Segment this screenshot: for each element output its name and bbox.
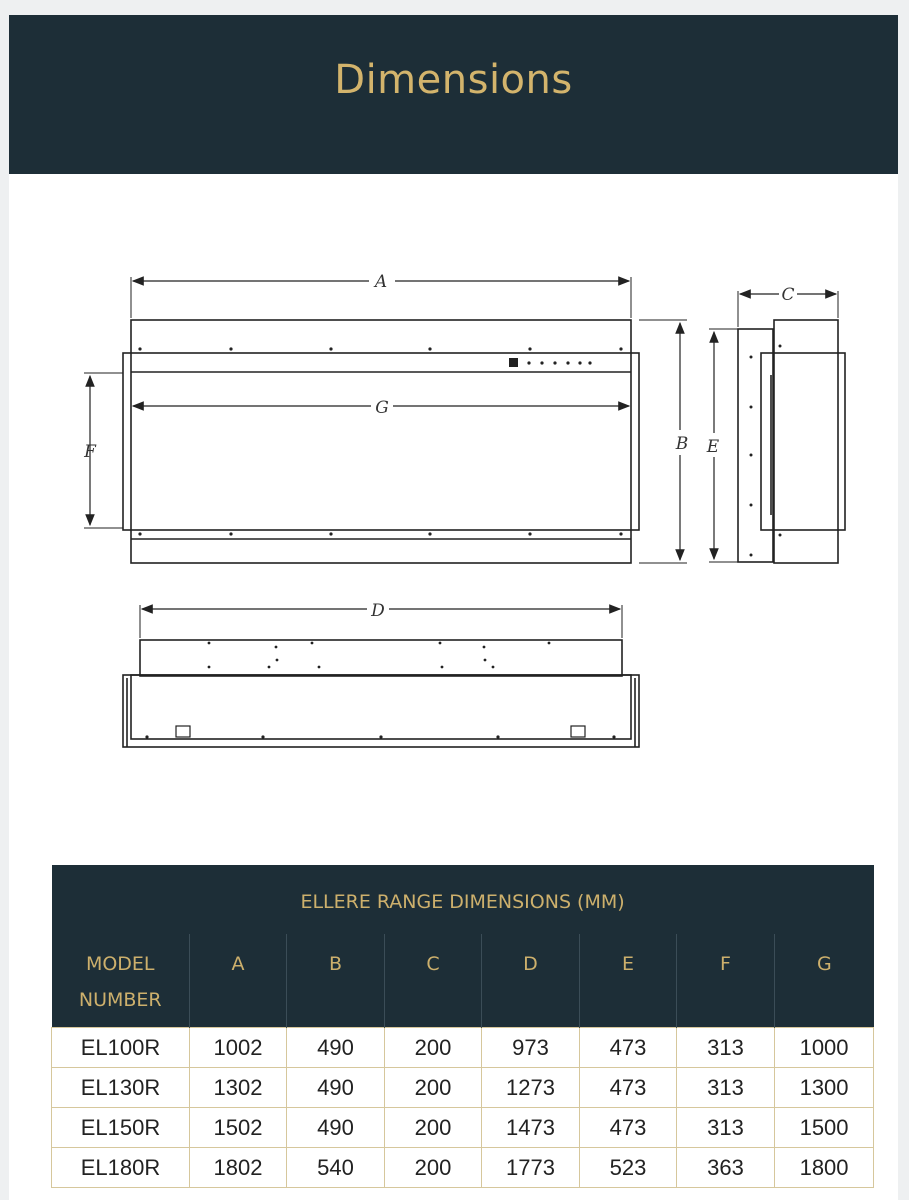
cell-c: 200 xyxy=(385,1028,482,1068)
column-header-e: E xyxy=(580,934,677,1028)
table-header-row xyxy=(52,934,874,1028)
cell-g: 1500 xyxy=(775,1108,874,1148)
cell-d: 1473 xyxy=(482,1108,580,1148)
cell-g: 1300 xyxy=(775,1068,874,1108)
cell-f: 363 xyxy=(677,1148,775,1188)
dimensions-table xyxy=(51,865,874,1188)
technical-drawing xyxy=(9,15,898,845)
column-header-b: B xyxy=(287,934,385,1028)
column-header-model: MODEL NUMBER xyxy=(52,934,190,1028)
cell-e: 523 xyxy=(580,1148,677,1188)
table-caption: ELLERE RANGE DIMENSIONS (MM) xyxy=(52,865,874,934)
cell-g: 1800 xyxy=(775,1148,874,1188)
cell-g: 1000 xyxy=(775,1028,874,1068)
cell-d: 973 xyxy=(482,1028,580,1068)
cell-c: 200 xyxy=(385,1148,482,1188)
cell-f: 313 xyxy=(677,1108,775,1148)
table-row xyxy=(52,1148,874,1188)
cell-a: 1002 xyxy=(190,1028,287,1068)
cell-d: 1773 xyxy=(482,1148,580,1188)
cell-e: 473 xyxy=(580,1028,677,1068)
side-view xyxy=(709,291,845,563)
table-row xyxy=(52,1068,874,1108)
cell-e: 473 xyxy=(580,1108,677,1148)
front-view xyxy=(84,277,687,563)
dim-label-f: F xyxy=(84,442,96,462)
dim-label-c: C xyxy=(781,285,795,305)
cell-d: 1273 xyxy=(482,1068,580,1108)
column-header-g: G xyxy=(775,934,874,1028)
cell-f: 313 xyxy=(677,1068,775,1108)
cell-a: 1802 xyxy=(190,1148,287,1188)
column-header-a: A xyxy=(190,934,287,1028)
cell-a: 1302 xyxy=(190,1068,287,1108)
dim-label-b: B xyxy=(675,434,689,454)
table-row xyxy=(52,1108,874,1148)
column-header-f: F xyxy=(677,934,775,1028)
table-caption-row xyxy=(52,865,874,934)
cell-model: EL180R xyxy=(52,1148,190,1188)
top-view xyxy=(123,605,639,747)
dim-label-e: E xyxy=(706,437,720,457)
cell-b: 490 xyxy=(287,1028,385,1068)
dim-label-g: G xyxy=(375,398,389,418)
cell-f: 313 xyxy=(677,1028,775,1068)
dim-label-d: D xyxy=(371,601,385,621)
cell-a: 1502 xyxy=(190,1108,287,1148)
column-header-c: C xyxy=(385,934,482,1028)
cell-model: EL150R xyxy=(52,1108,190,1148)
cell-c: 200 xyxy=(385,1108,482,1148)
page-title: Dimensions xyxy=(334,57,573,103)
column-header-d: D xyxy=(482,934,580,1028)
dim-label-a: A xyxy=(374,272,388,292)
cell-b: 540 xyxy=(287,1148,385,1188)
cell-b: 490 xyxy=(287,1108,385,1148)
cell-model: EL100R xyxy=(52,1028,190,1068)
table-row xyxy=(52,1028,874,1068)
dimensions-table-wrapper xyxy=(51,865,873,1188)
cell-b: 490 xyxy=(287,1068,385,1108)
cell-model: EL130R xyxy=(52,1068,190,1108)
content-card xyxy=(9,15,898,1200)
cell-e: 473 xyxy=(580,1068,677,1108)
cell-c: 200 xyxy=(385,1068,482,1108)
